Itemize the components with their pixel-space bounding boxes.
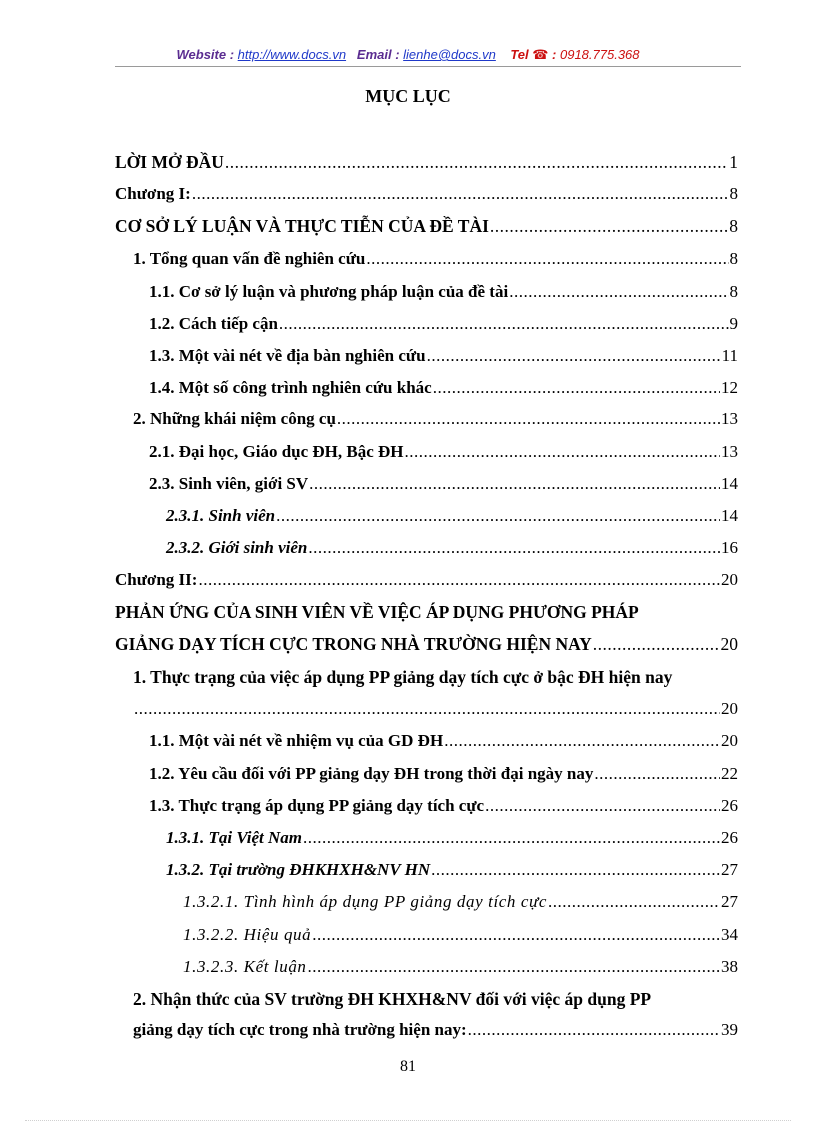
toc-entry-page: 12 xyxy=(721,378,738,397)
toc-entry-page: 27 xyxy=(721,860,738,879)
website-link[interactable]: http://www.docs.vn xyxy=(237,47,347,62)
toc-entry[interactable] xyxy=(115,184,738,204)
toc-entry-page: 13 xyxy=(721,442,738,461)
toc-entry-page: 1 xyxy=(729,152,738,172)
toc-entry-label: LỜI MỞ ĐẦU xyxy=(115,152,224,172)
toc-entry-label: Chương I: xyxy=(115,184,191,203)
email-link[interactable]: lienhe@docs.vn xyxy=(403,47,496,62)
toc-entry[interactable] xyxy=(133,409,738,429)
toc-entry[interactable] xyxy=(166,828,738,848)
toc-entry-page: 20 xyxy=(721,731,738,750)
toc-entry-page: 26 xyxy=(721,828,738,847)
toc-entry-label: CƠ SỞ LÝ LUẬN VÀ THỰC TIỄN CỦA ĐỀ TÀI xyxy=(115,216,489,236)
toc-entry-label: GIẢNG DẠY TÍCH CỰC TRONG NHÀ TRƯỜNG HIỆN NAY xyxy=(115,634,592,654)
toc-entry-label: 1.1. Một vài nét về nhiệm vụ của GD ĐH xyxy=(149,731,444,750)
toc-dot-leader xyxy=(312,925,720,945)
header-divider xyxy=(115,66,741,67)
toc-dot-leader xyxy=(509,282,728,302)
toc-entry[interactable] xyxy=(149,314,738,334)
toc-dot-leader xyxy=(405,442,720,462)
toc-entry-page: 8 xyxy=(729,249,738,268)
toc-dot-leader xyxy=(433,378,720,398)
toc-entry-page: 20 xyxy=(720,634,738,654)
toc-entry-page: 39 xyxy=(721,1020,738,1039)
toc-entry-label: 2.3.1. Sinh viên xyxy=(166,506,276,525)
toc-dot-leader xyxy=(366,249,728,269)
toc-entry[interactable] xyxy=(133,249,738,269)
toc-entry[interactable] xyxy=(183,925,738,945)
page-title: MỤC LỤC xyxy=(365,86,451,106)
toc-dot-leader xyxy=(593,634,720,655)
toc-entry-page: 27 xyxy=(721,892,738,911)
toc-dot-leader xyxy=(594,764,720,784)
email-label: Email : xyxy=(356,47,400,62)
toc-entry[interactable] xyxy=(115,634,738,655)
toc-entry-page: 20 xyxy=(721,570,738,589)
toc-dot-leader xyxy=(198,570,720,590)
toc-entry[interactable] xyxy=(183,957,738,977)
toc-dot-leader xyxy=(309,474,720,494)
toc-entry-page: 26 xyxy=(721,796,738,815)
toc-entry-page: 13 xyxy=(721,409,738,428)
toc-entry-label: 1.3.2. Tại trường ĐHKHXH&NV HN xyxy=(166,860,431,879)
toc-entry-page: 34 xyxy=(721,925,738,944)
toc-dot-leader xyxy=(485,796,720,816)
toc-entry-label: 1.1. Cơ sở lý luận và phương pháp luận của đề tài xyxy=(149,282,509,301)
toc-heading-line: 2. Nhận thức của SV trường ĐH KHXH&NV đối với việc áp dụng PP xyxy=(133,989,652,1009)
toc-dot-leader xyxy=(308,538,720,558)
toc-entry[interactable] xyxy=(166,538,738,558)
toc-entry-label: 1.2. Cách tiếp cận xyxy=(149,314,278,333)
toc-entry-page: 22 xyxy=(721,764,738,783)
toc-entry[interactable] xyxy=(166,860,738,880)
toc-entry-label: 1.4. Một số công trình nghiên cứu khác xyxy=(149,378,432,397)
toc-entry-page: 16 xyxy=(721,538,738,557)
toc-entry-page: 14 xyxy=(721,474,738,493)
toc-heading-line: PHẢN ỨNG CỦA SINH VIÊN VỀ VIỆC ÁP DỤNG PHƯƠNG PHÁP xyxy=(115,602,639,622)
toc-entry-label: 1.3.2.3. Kết luận xyxy=(183,957,307,976)
toc-entry-label: 2. Những khái niệm công cụ xyxy=(133,409,336,428)
toc-entry[interactable] xyxy=(149,346,738,366)
toc-entry[interactable] xyxy=(115,152,738,173)
toc-dot-leader xyxy=(431,860,720,880)
toc-dot-leader xyxy=(192,184,729,204)
toc-dot-leader xyxy=(444,731,720,751)
toc-entry-page: 38 xyxy=(721,957,738,976)
toc-dot-leader xyxy=(225,152,728,173)
toc-entry[interactable] xyxy=(149,378,738,398)
toc-entry-page: 9 xyxy=(729,314,738,333)
tel-label: Tel ☎ : xyxy=(510,47,557,62)
toc-dot-leader xyxy=(308,957,720,977)
page-header xyxy=(0,47,816,63)
toc-entry-page: 20 xyxy=(721,699,738,718)
toc-entry[interactable] xyxy=(149,796,738,816)
toc-entry-page: 11 xyxy=(721,346,738,365)
toc-entry-label: 2.3.2. Giới sinh viên xyxy=(166,538,308,557)
toc-entry[interactable] xyxy=(149,442,738,462)
toc-dot-leader xyxy=(134,699,720,719)
toc-dot-leader xyxy=(427,346,721,366)
toc-entry[interactable] xyxy=(183,892,738,912)
toc-dot-leader xyxy=(490,216,728,237)
toc-entry-label: giảng dạy tích cực trong nhà trường hiện nay: xyxy=(133,1020,467,1039)
page-number: 81 xyxy=(400,1058,416,1075)
toc-entry-label: 1.3. Thực trạng áp dụng PP giảng dạy tích cực xyxy=(149,796,485,815)
toc-entry[interactable] xyxy=(115,216,738,237)
toc-entry-page: 8 xyxy=(729,282,738,301)
toc-dot-leader xyxy=(548,892,720,912)
toc-entry-label: Chương II: xyxy=(115,570,198,589)
toc-dot-leader xyxy=(303,828,720,848)
toc-dot-leader xyxy=(279,314,729,334)
toc-entry[interactable] xyxy=(149,474,738,494)
toc-entry-label: 1.3. Một vài nét về địa bàn nghiên cứu xyxy=(149,346,426,365)
toc-entry[interactable] xyxy=(166,506,738,526)
toc-entry-label: 1.3.1. Tại Việt Nam xyxy=(166,828,302,847)
toc-entry[interactable] xyxy=(149,282,738,302)
toc-entry[interactable] xyxy=(149,731,738,751)
toc-dot-leader xyxy=(337,409,720,429)
toc-entry-label: 1.3.2.1. Tình hình áp dụng PP giảng dạy tích cực xyxy=(183,892,548,911)
toc-dot-leader xyxy=(276,506,720,526)
toc-entry-page: 14 xyxy=(721,506,738,525)
toc-entry-label: 1.3.2.2. Hiệu quả xyxy=(183,925,312,944)
toc-entry-page: 8 xyxy=(729,184,738,203)
website-label: Website : xyxy=(176,47,235,62)
toc-entry[interactable] xyxy=(149,764,738,784)
toc-entry-label: 1. Tổng quan vấn đề nghiên cứu xyxy=(133,249,366,268)
tel-number: 0918.775.368 xyxy=(559,47,640,62)
toc-entry-page: 8 xyxy=(729,216,738,236)
toc-entry-label: 2.3. Sinh viên, giới SV xyxy=(149,474,309,493)
toc-entry[interactable] xyxy=(133,699,738,719)
toc-entry-label: 2.1. Đại học, Giáo dục ĐH, Bậc ĐH xyxy=(149,442,404,461)
toc-heading-line: 1. Thực trạng của việc áp dụng PP giảng dạy tích cực ở bậc ĐH hiện nay xyxy=(133,667,673,687)
toc-dot-leader xyxy=(468,1020,720,1040)
page-bottom-divider xyxy=(25,1120,791,1121)
toc-entry-label: 1.2. Yêu cầu đối với PP giảng dạy ĐH trong thời đại ngày nay xyxy=(149,764,594,783)
toc-entry[interactable] xyxy=(133,1020,738,1040)
toc-entry[interactable] xyxy=(115,570,738,590)
